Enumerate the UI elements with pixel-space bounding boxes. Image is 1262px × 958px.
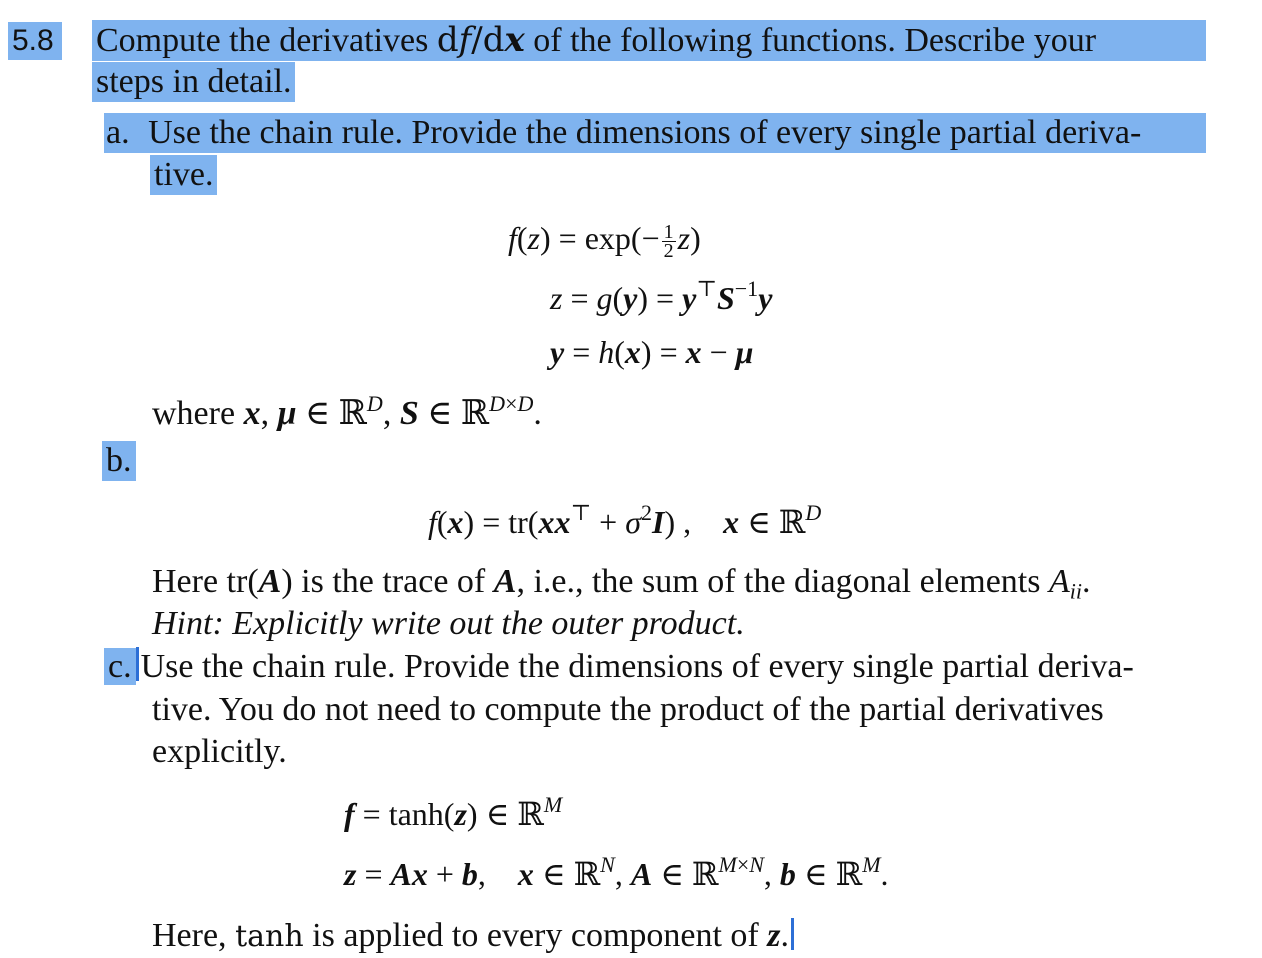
part-c-last-text: Here, tanh is applied to every component of z. [152, 916, 794, 957]
part-a-equation-1: f(z) = exp(− $\frac{1}{2}$ z) [508, 220, 701, 263]
part-a-line1 [104, 113, 1206, 153]
part-c-equation-2: z = Ax + b, x ∈ ℝ$^N$, A ∈ ℝ$^{M\times N}$, b ∈ ℝ$^M$. [344, 851, 889, 892]
part-a-equation-2: $z = g(y) = y^⊤S^{-1}y$ [550, 275, 773, 316]
exercise-prompt-line1: Compute the derivatives df/dx of the following functions. Describe your [92, 20, 1206, 61]
part-c-label: c. [104, 648, 136, 685]
part-a-text1: Use the chain rule. Provide the dimensions of every single partial deriva- [148, 114, 1142, 151]
part-b-label: b. [102, 441, 136, 481]
part-b-equation: $f(x) = tr(xx^⊤ + \sigma^2I)$ , x ∈ ℝ$^D$ [428, 499, 822, 540]
part-c-text1: Use the chain rule. Provide the dimensions of every single partial deriva- [140, 648, 1134, 685]
part-a-where: where x, μ ∈ ℝ$^D$, S ∈ ℝ$^{D\times D}$. [152, 390, 542, 432]
part-a-equation-3: y = h(x) = x − μ [550, 334, 754, 370]
part-c-equation-1: f = tanh(z) ∈ ℝ$^M$ [344, 791, 563, 832]
text-cursor-c [136, 647, 139, 681]
exercise-number [8, 22, 62, 60]
exercise-number-text: 5.8 [12, 24, 54, 57]
part-b-hint: Hint: Explicitly write out the outer product. [152, 605, 745, 642]
part-c-line2: tive. You do not need to compute the product of the partial derivatives [152, 691, 1104, 728]
part-b-text: Here tr(A) is the trace of A, i.e., the sum of the diagonal elements $A_{ii}$. [152, 563, 1091, 604]
exercise-prompt-line2: steps in detail. [92, 62, 295, 102]
part-a-label: a. [106, 114, 130, 151]
part-a-line2: tive. [150, 155, 217, 195]
part-c-line3: explicitly. [152, 733, 287, 770]
part-c-line1 [104, 647, 1134, 687]
text-cursor [791, 918, 794, 950]
